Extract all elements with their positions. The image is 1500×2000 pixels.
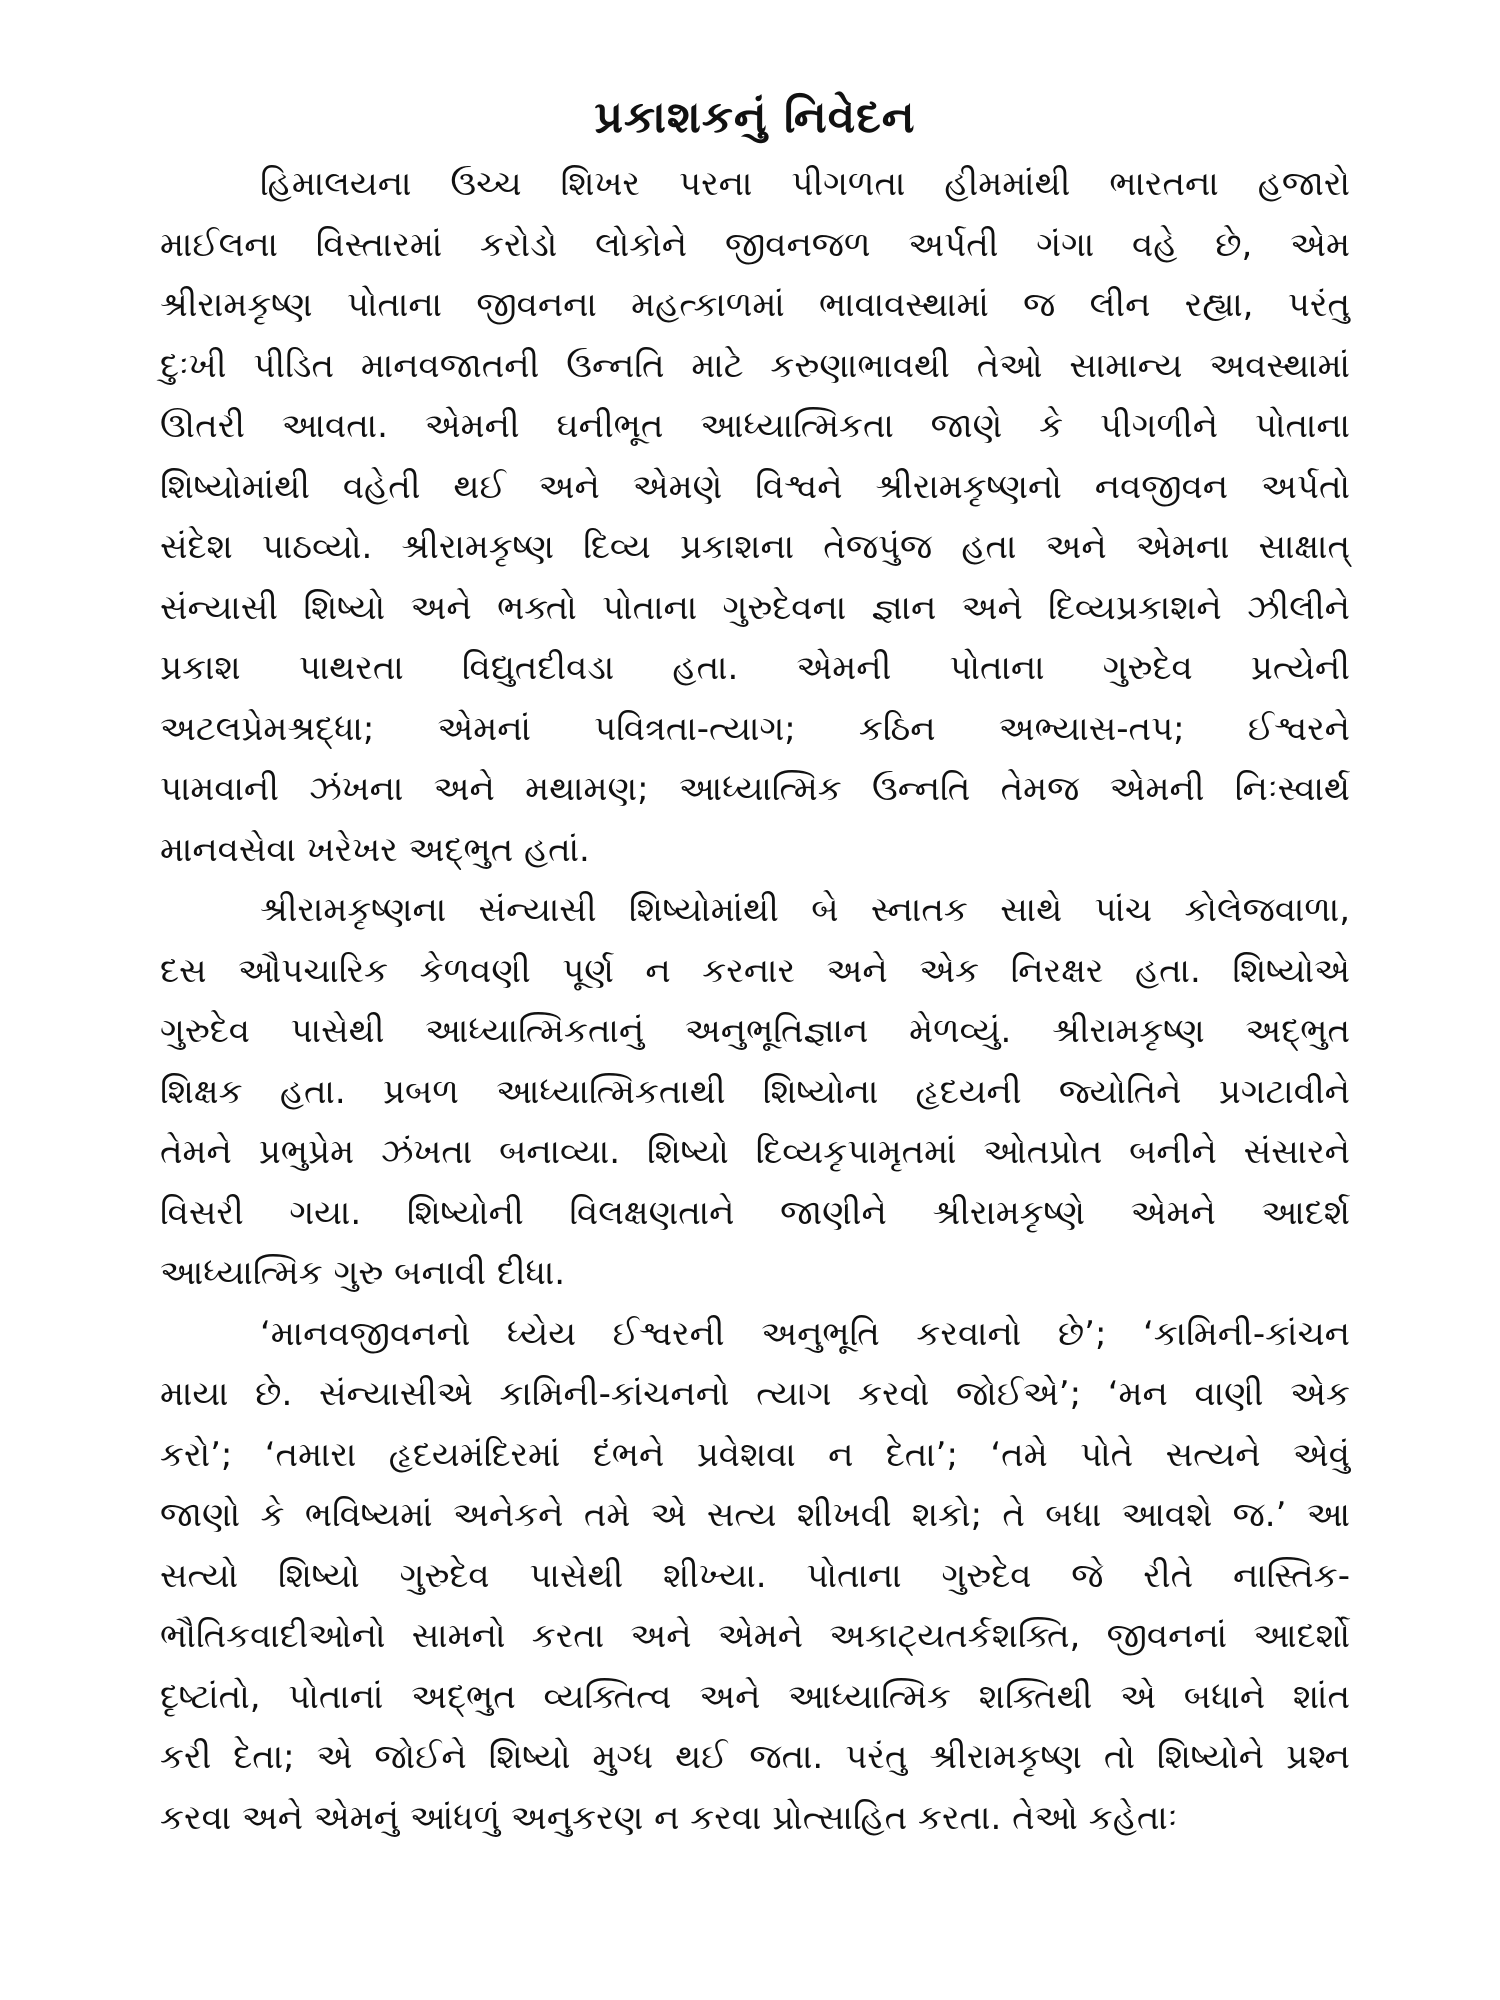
text-line: ‘માનવજીવનનો ધ્યેય ઈશ્વરની અનુભૂતિ કરવાનો છે’; ‘કામિની-કાંચન	[260, 1313, 1350, 1354]
text-line: સંન્યાસી શિષ્યો અને ભક્તો પોતાના ગુરુદેવના જ્ઞાન અને દિવ્યપ્રકાશને ઝીલીને	[160, 587, 1350, 628]
text-line: માયા છે. સંન્યાસીએ કામિની-કાંચનનો ત્યાગ કરવો જોઈએ’; ‘મન વાણી એક	[160, 1374, 1350, 1414]
text-line: દસ ઔપચારિક કેળવણી પૂર્ણ ન કરનાર અને એક નિરક્ષર હતા. શિષ્યોએ	[160, 950, 1350, 991]
text-line: કરવા અને એમનું આંધળું અનુકરણ ન કરવા પ્રોત્સાહિત કરતા. તેઓ કહેતાઃ	[160, 1797, 1178, 1838]
text-line: દુઃખી પીડિત માનવજાતની ઉન્નતિ માટે કરુણાભાવથી તેઓ સામાન્ય અવસ્થામાં	[160, 345, 1350, 386]
text-line: અટલપ્રેમશ્રદ્ધા; એમનાં પવિત્રતા-ત્યાગ; કઠિન અભ્યાસ-તપ; ઈશ્વરને	[160, 708, 1350, 749]
text-line: સંદેશ પાઠવ્યો. શ્રીરામકૃષ્ણ દિવ્ય પ્રકાશના તેજપુંજ હતા અને એમના સાક્ષાત્	[160, 527, 1350, 567]
paragraph-2	[160, 880, 1350, 1304]
text-line: સત્યો શિષ્યો ગુરુદેવ પાસેથી શીખ્યા. પોતાના ગુરુદેવ જે રીતે નાસ્તિક-	[160, 1555, 1350, 1596]
text-line: દૃષ્ટાંતો, પોતાનાં અદ્‌ભુત વ્યક્તિત્વ અને આધ્યાત્મિક શક્તિથી એ બધાને શાંત	[160, 1676, 1350, 1717]
text-line: કરી દેતા; એ જોઈને શિષ્યો મુગ્ધ થઈ જતા. પરંતુ શ્રીરામકૃષ્ણ તો શિષ્યોને પ્રશ્ન	[160, 1737, 1350, 1777]
text-line: શ્રીરામકૃષ્ણ પોતાના જીવનના મહત્કાળમાં ભાવાવસ્થામાં જ લીન રહ્યા, પરંતુ	[160, 285, 1350, 325]
text-line: હિમાલયના ઉચ્ચ શિખર પરના પીગળતા હીમમાંથી ભારતના હજારો	[260, 164, 1350, 204]
text-line: તેમને પ્રભુપ્રેમ ઝંખતા બનાવ્યા. શિષ્યો દિવ્યકૃપામૃતમાં ઓતપ્રોત બનીને સંસારને	[160, 1132, 1350, 1172]
text-line: શ્રીરામકૃષ્ણના સંન્યાસી શિષ્યોમાંથી બે સ્નાતક સાથે પાંચ કોલેજવાળા,	[260, 890, 1350, 930]
paragraph-3	[160, 1304, 1350, 1849]
paragraph-1	[160, 154, 1350, 880]
page-title: પ્રકાશકનું નિવેદન	[594, 92, 916, 143]
text-line: માઈલના વિસ્તારમાં કરોડો લોકોને જીવનજળ અર્પતી ગંગા વહે છે, એમ	[160, 224, 1350, 265]
text-line: આધ્યાત્મિક ગુરુ બનાવી દીધા.	[160, 1253, 566, 1293]
text-line: જાણો કે ભવિષ્યમાં અનેકને તમે એ સત્ય શીખવી શકો; તે બધા આવશે જ.’ આ	[160, 1495, 1350, 1535]
text-line: ગુરુદેવ પાસેથી આધ્યાત્મિકતાનું અનુભૂતિજ્ઞાન મેળવ્યું. શ્રીરામકૃષ્ણ અદ્‌ભુત	[160, 1011, 1350, 1051]
text-line: વિસરી ગયા. શિષ્યોની વિલક્ષણતાને જાણીને શ્રીરામકૃષ્ણે એમને આદર્શ	[160, 1192, 1350, 1233]
text-line: પામવાની ઝંખના અને મથામણ; આધ્યાત્મિક ઉન્નતિ તેમજ એમની નિઃસ્વાર્થ	[160, 769, 1350, 809]
text-line: ઊતરી આવતા. એમની ઘનીભૂત આધ્યાત્મિકતા જાણે કે પીગળીને પોતાના	[160, 406, 1350, 446]
text-line: શિષ્યોમાંથી વહેતી થઈ અને એમણે વિશ્વને શ્રીરામકૃષ્ણનો નવજીવન અર્પતો	[160, 466, 1350, 507]
text-line: શિક્ષક હતા. પ્રબળ આધ્યાત્મિકતાથી શિષ્યોના હૃદયની જ્યોતિને પ્રગટાવીને	[160, 1071, 1350, 1112]
text-line: ભૌતિકવાદીઓનો સામનો કરતા અને એમને અકાટ્યતર્કશક્તિ, જીવનનાં આદર્શો	[160, 1616, 1350, 1656]
text-line: પ્રકાશ પાથરતા વિદ્યુતદીવડા હતા. એમની પોતાના ગુરુદેવ પ્રત્યેની	[160, 648, 1350, 688]
text-line: માનવસેવા ખરેખર અદ્‌ભુત હતાં.	[160, 829, 590, 870]
text-line: કરો’; ‘તમારા હૃદયમંદિરમાં દંભને પ્રવેશવા ન દેતા’; ‘તમે પોતે સત્યને એવું	[160, 1434, 1350, 1475]
